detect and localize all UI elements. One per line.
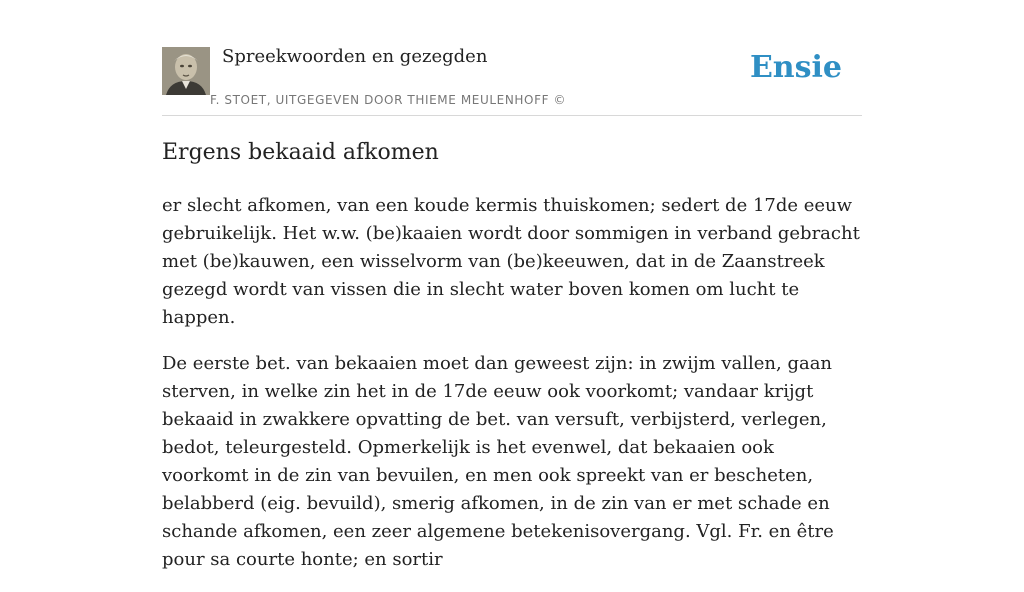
entry-paragraph: De eerste bet. van bekaaien moet dan geweest zijn: in zwijm vallen, gaan sterven, in welke zin het in de 17de eeuw ook voorkomt; vandaar krijgt bekaaid in zwakkere opvatting de bet. van versuft, verbijsterd, verlegen, bedot, teleurgesteld. Opmerkelijk is het evenwel, dat bekaaien ook voorkomt in de zin van bevuilen, en men ook spreekt van er bescheten, belabberd (eig. bevuild), smerig afkomen, in de zin van er met schade en schande afkomen, een zeer algemene betekenisovergang. Vgl. Fr. en être pour sa courte honte; en sortir [162,353,834,570]
book-title[interactable]: Spreekwoorden en gezegden [222,46,488,67]
site-header [162,0,862,116]
author-portrait-icon[interactable] [162,47,210,95]
publisher-byline: F. STOET, UITGEGEVEN DOOR THIEME MEULENHOFF © [210,93,567,107]
entry-headword: Ergens bekaaid afkomen [162,140,439,165]
entry-body [162,192,866,592]
ensie-logo[interactable]: Ensie [749,50,842,85]
entry-paragraph: er slecht afkomen, van een koude kermis thuiskomen; sedert de 17de eeuw gebruikelijk. Het w.w. (be)kaaien wordt door sommigen in verband gebracht met (be)kauwen, een wisselvorm van (be)keeuwen, dat in de Zaanstreek gezegd wordt van vissen die in slecht water boven komen om lucht te happen. [162,195,860,328]
